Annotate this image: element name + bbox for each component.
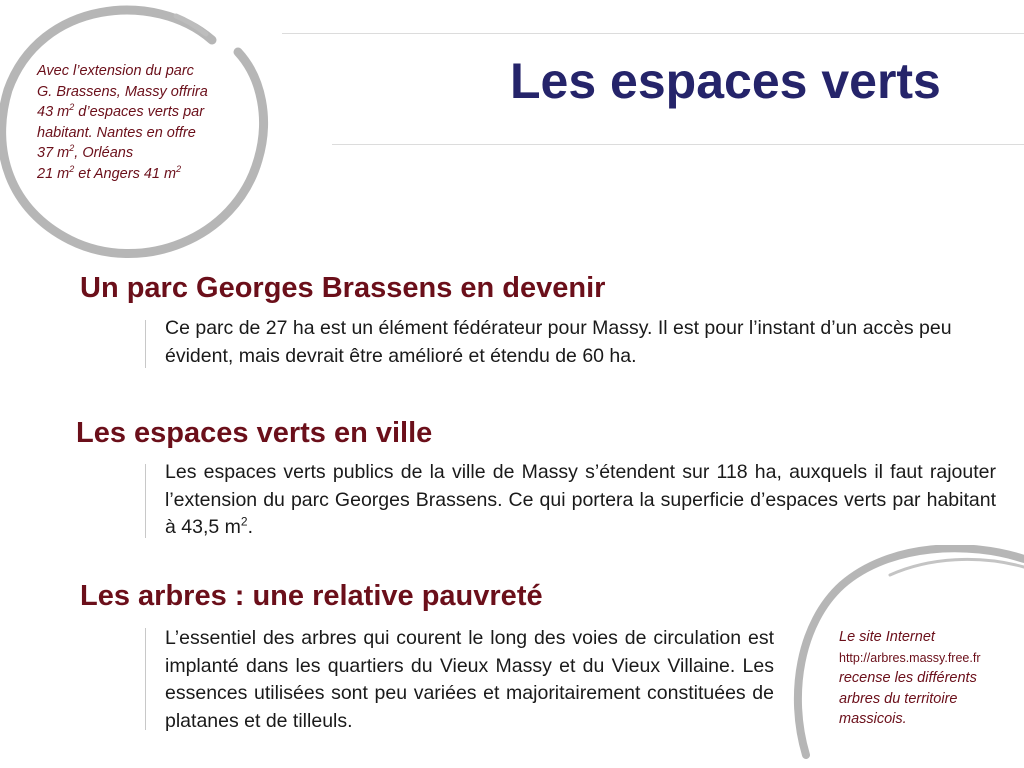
section-text-parc: Ce parc de 27 ha est un élément fédérateur pour Massy. Il est pour l’instant d’un accès peu évident, mais devrait être amélioré et étendu de 60 ha. xyxy=(165,317,952,367)
section-text-ville xyxy=(165,459,996,542)
side-note-top-line: Avec l’extension du parc xyxy=(37,63,194,79)
page-title: Les espaces verts xyxy=(510,53,941,109)
superscript: 2 xyxy=(69,102,75,113)
side-note-top-line: , Orléans xyxy=(74,145,134,161)
side-note-top-line: d’espaces verts par xyxy=(74,104,205,120)
superscript: 2 xyxy=(240,514,248,529)
side-note-bottom-line: Le site Internet xyxy=(839,629,935,645)
section-divider xyxy=(145,320,146,368)
side-note-bottom-line: massicois. xyxy=(839,711,907,727)
side-note-bottom-line: arbres du territoire xyxy=(839,690,958,707)
section-text-ville-tail: . xyxy=(247,516,253,538)
side-note-top-line: 37 m xyxy=(37,145,70,161)
side-note-bottom-line: recense les différents xyxy=(839,670,977,686)
side-note-top-line: 21 m xyxy=(37,165,70,182)
section-text-ville-main: Les espaces verts publics de la ville de Massy s’étendent sur 118 ha, auxquels il faut rajouter l’extension du parc Georges Brassens. Ce qui portera la superficie d’espaces verts par habitant à 43,5 m xyxy=(165,461,996,538)
side-note-top-line: 43 m xyxy=(37,104,70,120)
header-bottom-rule xyxy=(332,144,1024,145)
side-note-top-line: G. Brassens, Massy offrira xyxy=(37,83,208,100)
superscript: 2 xyxy=(69,163,75,174)
superscript: 2 xyxy=(176,163,182,174)
superscript: 2 xyxy=(69,143,75,154)
section-text-arbres: L’essentiel des arbres qui courent le long des voies de circulation est implanté dans les quartiers du Vieux Massy et du Vieux Villaine. Les essences utilisées sont peu variées et majoritairement constituées de platanes et de tilleuls. xyxy=(165,627,774,732)
section-divider xyxy=(145,464,146,538)
site-url-link[interactable]: http://arbres.massy.free.fr xyxy=(839,650,981,665)
section-divider xyxy=(145,628,146,730)
section-heading-arbres: Les arbres : une relative pauvreté xyxy=(80,580,543,612)
side-note-bottom xyxy=(839,627,1019,730)
side-note-top-line: habitant. Nantes en offre xyxy=(37,124,196,141)
side-note-top-line: et Angers 41 m xyxy=(74,165,177,182)
side-note-top xyxy=(37,61,277,184)
section-heading-parc: Un parc Georges Brassens en devenir xyxy=(80,272,606,304)
header-top-rule xyxy=(282,33,1024,34)
section-heading-ville: Les espaces verts en ville xyxy=(76,417,433,449)
